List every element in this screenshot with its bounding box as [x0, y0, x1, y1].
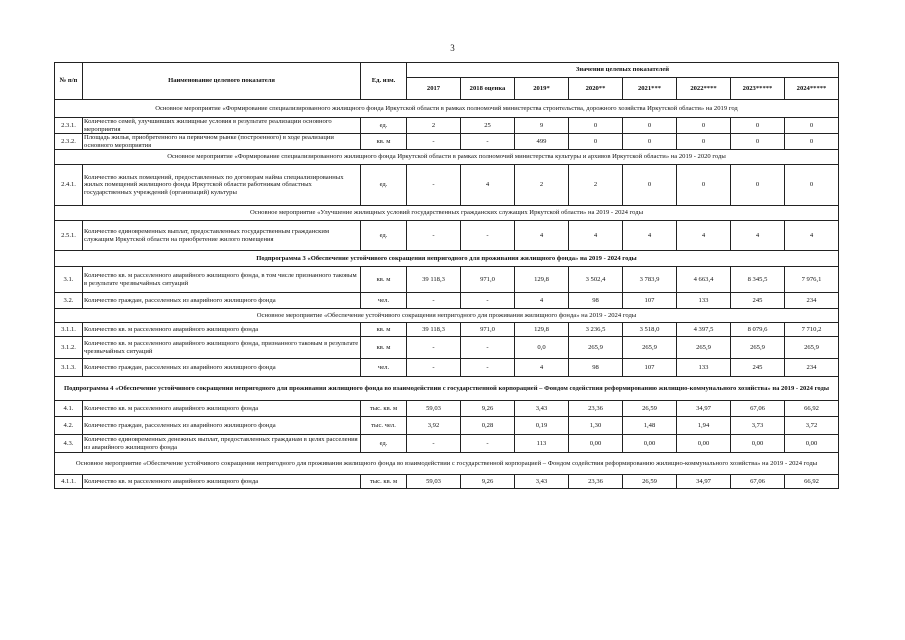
value-cell: 59,03 [407, 401, 461, 417]
row-number: 4.2. [55, 417, 83, 435]
table-row [55, 475, 839, 489]
table-body [55, 100, 839, 489]
value-cell: 0,19 [515, 417, 569, 435]
unit-cell: кв. м [361, 337, 407, 359]
value-cell: 23,36 [569, 475, 623, 489]
section-row [55, 453, 839, 475]
value-cell: 7 710,2 [785, 323, 839, 337]
value-cell: 1,30 [569, 417, 623, 435]
row-number: 3.1. [55, 267, 83, 293]
value-cell: 0,00 [785, 435, 839, 453]
section-title: Подпрограмма 3 «Обеспечение устойчивого сокращения непригодного для проживания жилищного фонда» на 2019 - 2024 годы [55, 251, 839, 267]
value-cell: 0 [785, 118, 839, 134]
header-name: Наименование целевого показателя [83, 63, 361, 100]
value-cell: 0 [677, 134, 731, 150]
value-cell: 3 518,0 [623, 323, 677, 337]
unit-cell: кв. м [361, 134, 407, 150]
section-title: Основное мероприятие «Улучшение жилищных условий государственных гражданских служащих Иркутской области» на 2019 - 2024 годы [55, 206, 839, 221]
value-cell: - [461, 359, 515, 377]
value-cell: 0,00 [623, 435, 677, 453]
subprogram-row [55, 377, 839, 401]
header-unit: Ед. изм. [361, 63, 407, 100]
value-cell: 8 345,5 [731, 267, 785, 293]
value-cell: - [461, 134, 515, 150]
value-cell: 0 [677, 165, 731, 206]
value-cell: 0 [785, 134, 839, 150]
value-cell: 4 663,4 [677, 267, 731, 293]
indicator-name: Количество кв. м расселенного аварийного жилищного фонда, в том числе признанного таковым в результате чрезвычайных ситуаций [83, 267, 361, 293]
value-cell: 2 [515, 165, 569, 206]
value-cell: - [461, 337, 515, 359]
value-cell: 4 [515, 221, 569, 251]
value-cell: 4 [785, 221, 839, 251]
value-cell: 67,06 [731, 475, 785, 489]
header-year: 2022**** [677, 78, 731, 100]
value-cell: 129,8 [515, 267, 569, 293]
value-cell: - [461, 293, 515, 309]
value-cell: 0 [623, 134, 677, 150]
value-cell: 25 [461, 118, 515, 134]
section-row [55, 100, 839, 118]
value-cell: 2 [407, 118, 461, 134]
value-cell: 4 [623, 221, 677, 251]
value-cell: 3,43 [515, 401, 569, 417]
value-cell: 245 [731, 359, 785, 377]
value-cell: - [407, 435, 461, 453]
value-cell: 3,72 [785, 417, 839, 435]
value-cell: 265,9 [677, 337, 731, 359]
unit-cell: чел. [361, 359, 407, 377]
value-cell: 0 [569, 118, 623, 134]
indicator-name: Количество кв. м расселенного аварийного жилищного фонда [83, 401, 361, 417]
table-row [55, 417, 839, 435]
section-title: Основное мероприятие «Формирование специализированного жилищного фонда Иркутской области в рамках полномочий министерства строительства, дорожного хозяйства Иркутской области» на 2019 год [55, 100, 839, 118]
unit-cell: тыс. кв. м [361, 401, 407, 417]
row-number: 2.3.2. [55, 134, 83, 150]
value-cell: 0,00 [731, 435, 785, 453]
value-cell: 499 [515, 134, 569, 150]
value-cell: 34,97 [677, 401, 731, 417]
unit-cell: чел. [361, 293, 407, 309]
value-cell: 265,9 [731, 337, 785, 359]
header-num: № п/п [55, 63, 83, 100]
value-cell: 39 118,3 [407, 267, 461, 293]
table-row [55, 337, 839, 359]
value-cell: 1,94 [677, 417, 731, 435]
value-cell: 0 [731, 134, 785, 150]
header-year: 2018 оценка [461, 78, 515, 100]
table-row [55, 134, 839, 150]
value-cell: 59,03 [407, 475, 461, 489]
value-cell: 0 [623, 165, 677, 206]
value-cell: 98 [569, 293, 623, 309]
indicator-name: Количество граждан, расселенных из аварийного жилищного фонда [83, 359, 361, 377]
value-cell: 129,8 [515, 323, 569, 337]
page-number: 3 [450, 43, 455, 53]
value-cell: 34,97 [677, 475, 731, 489]
value-cell: 0,00 [677, 435, 731, 453]
indicator-name: Количество единовременных денежных выплат, предоставленных гражданам в целях расселения из аварийного жилищного фонда [83, 435, 361, 453]
table-row [55, 221, 839, 251]
value-cell: 971,0 [461, 323, 515, 337]
row-number: 3.1.2. [55, 337, 83, 359]
table-row [55, 293, 839, 309]
value-cell: - [407, 221, 461, 251]
value-cell: 3 783,9 [623, 267, 677, 293]
row-number: 4.1. [55, 401, 83, 417]
unit-cell: ед. [361, 435, 407, 453]
value-cell: 3 236,5 [569, 323, 623, 337]
value-cell: 0 [731, 118, 785, 134]
row-number: 2.4.1. [55, 165, 83, 206]
value-cell: - [461, 435, 515, 453]
indicator-name: Количество жилых помещений, предоставленных по договорам найма специализированных жилых помещений жилищного фонда Иркутской области работникам областных государственных учреждений (организаций) культуры [83, 165, 361, 206]
row-number: 4.1.1. [55, 475, 83, 489]
unit-cell: тыс. чел. [361, 417, 407, 435]
table-row [55, 165, 839, 206]
indicator-name: Количество единовременных выплат, предоставленных государственным гражданским служащим Иркутской области на приобретение жилого помещения [83, 221, 361, 251]
value-cell: 4 [461, 165, 515, 206]
value-cell: - [461, 221, 515, 251]
value-cell: 0,28 [461, 417, 515, 435]
value-cell: 26,59 [623, 475, 677, 489]
value-cell: 2 [569, 165, 623, 206]
unit-cell: кв. м [361, 323, 407, 337]
row-number: 2.3.1. [55, 118, 83, 134]
value-cell: 4 [515, 359, 569, 377]
table-row [55, 118, 839, 134]
value-cell: 245 [731, 293, 785, 309]
value-cell: 107 [623, 293, 677, 309]
value-cell: 9 [515, 118, 569, 134]
indicator-name: Количество граждан, расселенных из аварийного жилищного фонда [83, 293, 361, 309]
value-cell: 234 [785, 359, 839, 377]
section-title: Основное мероприятие «Обеспечение устойчивого сокращения непригодного для проживания жилищного фонда» на 2019 - 2024 годы [55, 309, 839, 323]
header-year: 2020** [569, 78, 623, 100]
value-cell: - [407, 293, 461, 309]
value-cell: 234 [785, 293, 839, 309]
value-cell: 66,92 [785, 401, 839, 417]
section-title: Подпрограмма 4 «Обеспечение устойчивого сокращения непригодного для проживания жилищного фонда во взаимодействии с государственной корпорацией – Фондом содействия реформированию жилищно-коммунального хозяйства» на 2019 - 2024 годы [55, 377, 839, 401]
value-cell: 23,36 [569, 401, 623, 417]
header-year: 2021*** [623, 78, 677, 100]
indicator-name: Количество семей, улучшивших жилищные условия в результате реализации основного мероприятия [83, 118, 361, 134]
value-cell: 4 [569, 221, 623, 251]
value-cell: 39 118,3 [407, 323, 461, 337]
value-cell: - [407, 337, 461, 359]
indicator-name: Площадь жилья, приобретенного на первичном рынке (построенного) в ходе реализации основного мероприятия [83, 134, 361, 150]
unit-cell: ед. [361, 221, 407, 251]
section-title: Основное мероприятие «Формирование специализированного жилищного фонда Иркутской области в рамках полномочий министерства культуры и архивов Иркутской области» на 2019 - 2020 годы [55, 150, 839, 165]
section-row [55, 309, 839, 323]
value-cell: 3,43 [515, 475, 569, 489]
row-number: 3.1.3. [55, 359, 83, 377]
section-row [55, 150, 839, 165]
table-row [55, 267, 839, 293]
row-number: 4.3. [55, 435, 83, 453]
value-cell: 0,00 [569, 435, 623, 453]
table-row [55, 401, 839, 417]
value-cell: - [407, 134, 461, 150]
value-cell: 107 [623, 359, 677, 377]
value-cell: 3,73 [731, 417, 785, 435]
value-cell: 265,9 [569, 337, 623, 359]
value-cell: - [407, 359, 461, 377]
subprogram-row [55, 251, 839, 267]
value-cell: 0 [731, 165, 785, 206]
value-cell: 0 [569, 134, 623, 150]
value-cell: 8 079,6 [731, 323, 785, 337]
value-cell: 4 [677, 221, 731, 251]
value-cell: 0 [677, 118, 731, 134]
indicator-name: Количество кв. м расселенного аварийного жилищного фонда, признанного таковым в результате чрезвычайных ситуаций [83, 337, 361, 359]
value-cell: 265,9 [623, 337, 677, 359]
value-cell: 9,26 [461, 475, 515, 489]
value-cell: 4 [731, 221, 785, 251]
row-number: 2.5.1. [55, 221, 83, 251]
table-row [55, 323, 839, 337]
value-cell: 0 [785, 165, 839, 206]
value-cell: 971,0 [461, 267, 515, 293]
row-number: 3.2. [55, 293, 83, 309]
value-cell: 133 [677, 293, 731, 309]
section-row [55, 206, 839, 221]
value-cell: 265,9 [785, 337, 839, 359]
value-cell: 67,06 [731, 401, 785, 417]
header-year: 2017 [407, 78, 461, 100]
value-cell: 0 [623, 118, 677, 134]
unit-cell: тыс. кв. м [361, 475, 407, 489]
value-cell: 7 976,1 [785, 267, 839, 293]
value-cell: - [407, 165, 461, 206]
header-values-title: Значения целевых показателей [407, 63, 839, 78]
row-number: 3.1.1. [55, 323, 83, 337]
section-title: Основное мероприятие «Обеспечение устойчивого сокращения непригодного для проживания жилищного фонда во взаимодействии с государственной корпорацией – Фондом содействия реформированию жилищно-коммунального хозяйства» на 2019 - 2024 годы [55, 453, 839, 475]
unit-cell: кв. м [361, 267, 407, 293]
indicator-name: Количество кв. м расселенного аварийного жилищного фонда [83, 323, 361, 337]
unit-cell: ед. [361, 165, 407, 206]
value-cell: 113 [515, 435, 569, 453]
value-cell: 98 [569, 359, 623, 377]
value-cell: 133 [677, 359, 731, 377]
table-row [55, 359, 839, 377]
unit-cell: ед. [361, 118, 407, 134]
header-year: 2019* [515, 78, 569, 100]
value-cell: 9,26 [461, 401, 515, 417]
value-cell: 3 502,4 [569, 267, 623, 293]
indicator-name: Количество граждан, расселенных из аварийного жилищного фонда [83, 417, 361, 435]
value-cell: 1,48 [623, 417, 677, 435]
value-cell: 26,59 [623, 401, 677, 417]
value-cell: 0,0 [515, 337, 569, 359]
value-cell: 4 397,5 [677, 323, 731, 337]
value-cell: 4 [515, 293, 569, 309]
header-year: 2024***** [785, 78, 839, 100]
header-year: 2023***** [731, 78, 785, 100]
indicator-name: Количество кв. м расселенного аварийного жилищного фонда [83, 475, 361, 489]
value-cell: 66,92 [785, 475, 839, 489]
value-cell: 3,92 [407, 417, 461, 435]
target-indicators-table [54, 62, 839, 489]
table-row [55, 435, 839, 453]
